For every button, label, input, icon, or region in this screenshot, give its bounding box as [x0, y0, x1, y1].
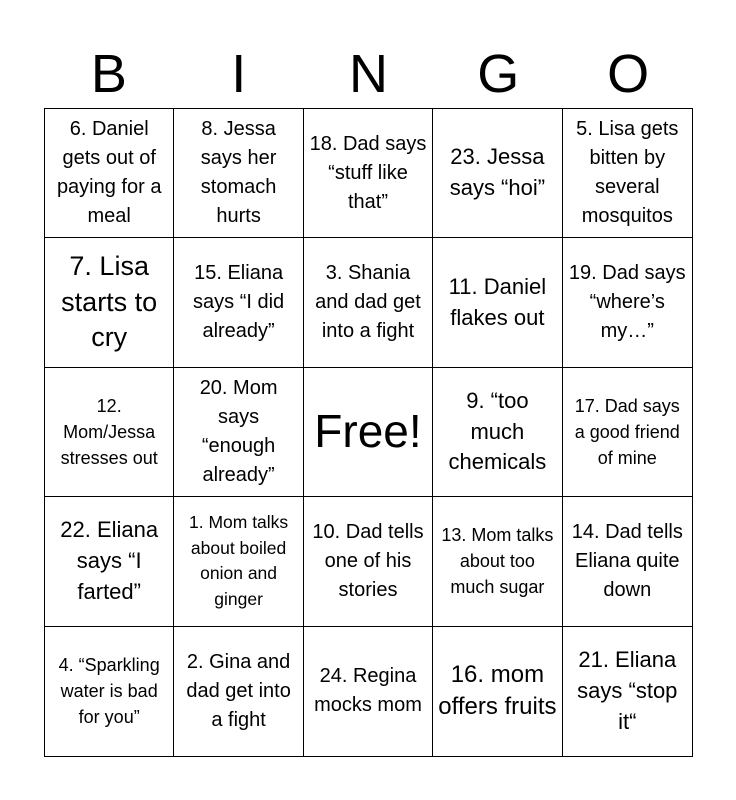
- cell-text: 19. Dad says “where’s my…”: [568, 262, 686, 343]
- bingo-cell-r5c4[interactable]: [433, 627, 562, 756]
- cell-text: 18. Dad says “stuff like that”: [309, 132, 427, 213]
- bingo-cell-r2c5[interactable]: [563, 238, 692, 367]
- cell-text: 20. Mom says “enough already”: [199, 376, 278, 486]
- cell-text: 10. Dad tells one of his stories: [312, 520, 424, 601]
- bingo-cell-r1c1[interactable]: [45, 109, 174, 238]
- bingo-cell-r3c5[interactable]: [563, 368, 692, 497]
- header-letter-g: G: [477, 44, 520, 104]
- bingo-cell-free[interactable]: [304, 368, 433, 497]
- cell-text: 16. mom offers fruits: [438, 660, 557, 721]
- bingo-cell-r1c2[interactable]: [174, 109, 303, 238]
- cell-text: 24. Regina mocks mom: [314, 665, 422, 717]
- cell-text: 13. Mom talks about too much sugar: [441, 525, 554, 598]
- bingo-cell-r2c2[interactable]: [174, 238, 303, 367]
- bingo-cell-r4c5[interactable]: [563, 497, 692, 626]
- bingo-header: [44, 40, 693, 108]
- cell-text: 2. Gina and dad get into a fight: [186, 650, 291, 731]
- cell-text: Free!: [314, 405, 422, 458]
- header-letter-o: O: [607, 44, 650, 104]
- bingo-cell-r5c5[interactable]: [563, 627, 692, 756]
- bingo-cell-r4c2[interactable]: [174, 497, 303, 626]
- cell-text: 17. Dad says a good friend of mine: [574, 395, 680, 469]
- bingo-cell-r2c4[interactable]: [433, 238, 562, 367]
- cell-text: 7. Lisa starts to cry: [61, 251, 158, 353]
- cell-text: 8. Jessa says her stomach hurts: [200, 118, 277, 228]
- header-letter-b: B: [90, 44, 127, 104]
- cell-text: 6. Daniel gets out of paying for a meal: [56, 118, 162, 228]
- cell-text: 14. Dad tells Eliana quite down: [571, 520, 683, 601]
- bingo-cell-r1c4[interactable]: [433, 109, 562, 238]
- cell-text: 15. Eliana says “I did already”: [193, 262, 285, 343]
- cell-text: 11. Daniel flakes out: [448, 273, 547, 330]
- cell-text: 1. Mom talks about boiled onion and ginger: [188, 511, 289, 610]
- cell-text: 23. Jessa says “hoi”: [449, 144, 546, 201]
- cell-text: 5. Lisa gets bitten by several mosquitos: [576, 118, 679, 228]
- bingo-cell-r4c1[interactable]: [45, 497, 174, 626]
- bingo-cell-r4c4[interactable]: [433, 497, 562, 626]
- bingo-cell-r3c1[interactable]: [45, 368, 174, 497]
- cell-text: 22. Eliana says “I farted”: [60, 517, 159, 604]
- bingo-cell-r5c2[interactable]: [174, 627, 303, 756]
- bingo-cell-r3c4[interactable]: [433, 368, 562, 497]
- header-letter-i: I: [231, 44, 247, 104]
- cell-text: 21. Eliana says “stop it“: [577, 647, 678, 734]
- cell-text: 4. “Sparkling water is bad for you”: [58, 655, 160, 728]
- bingo-cell-r4c3[interactable]: [304, 497, 433, 626]
- bingo-cell-r2c1[interactable]: [45, 238, 174, 367]
- bingo-cell-r1c3[interactable]: [304, 109, 433, 238]
- header-letter-n: N: [348, 44, 388, 104]
- bingo-cell-r5c1[interactable]: [45, 627, 174, 756]
- bingo-cell-r5c3[interactable]: [304, 627, 433, 756]
- cell-text: 9. “too much chemicals: [448, 387, 547, 475]
- cell-text: 12. Mom/Jessa stresses out: [60, 395, 158, 469]
- cell-text: 3. Shania and dad get into a fight: [315, 262, 421, 343]
- bingo-cell-r2c3[interactable]: [304, 238, 433, 367]
- bingo-board: [44, 108, 693, 757]
- bingo-cell-r3c2[interactable]: [174, 368, 303, 497]
- bingo-cell-r1c5[interactable]: [563, 109, 692, 238]
